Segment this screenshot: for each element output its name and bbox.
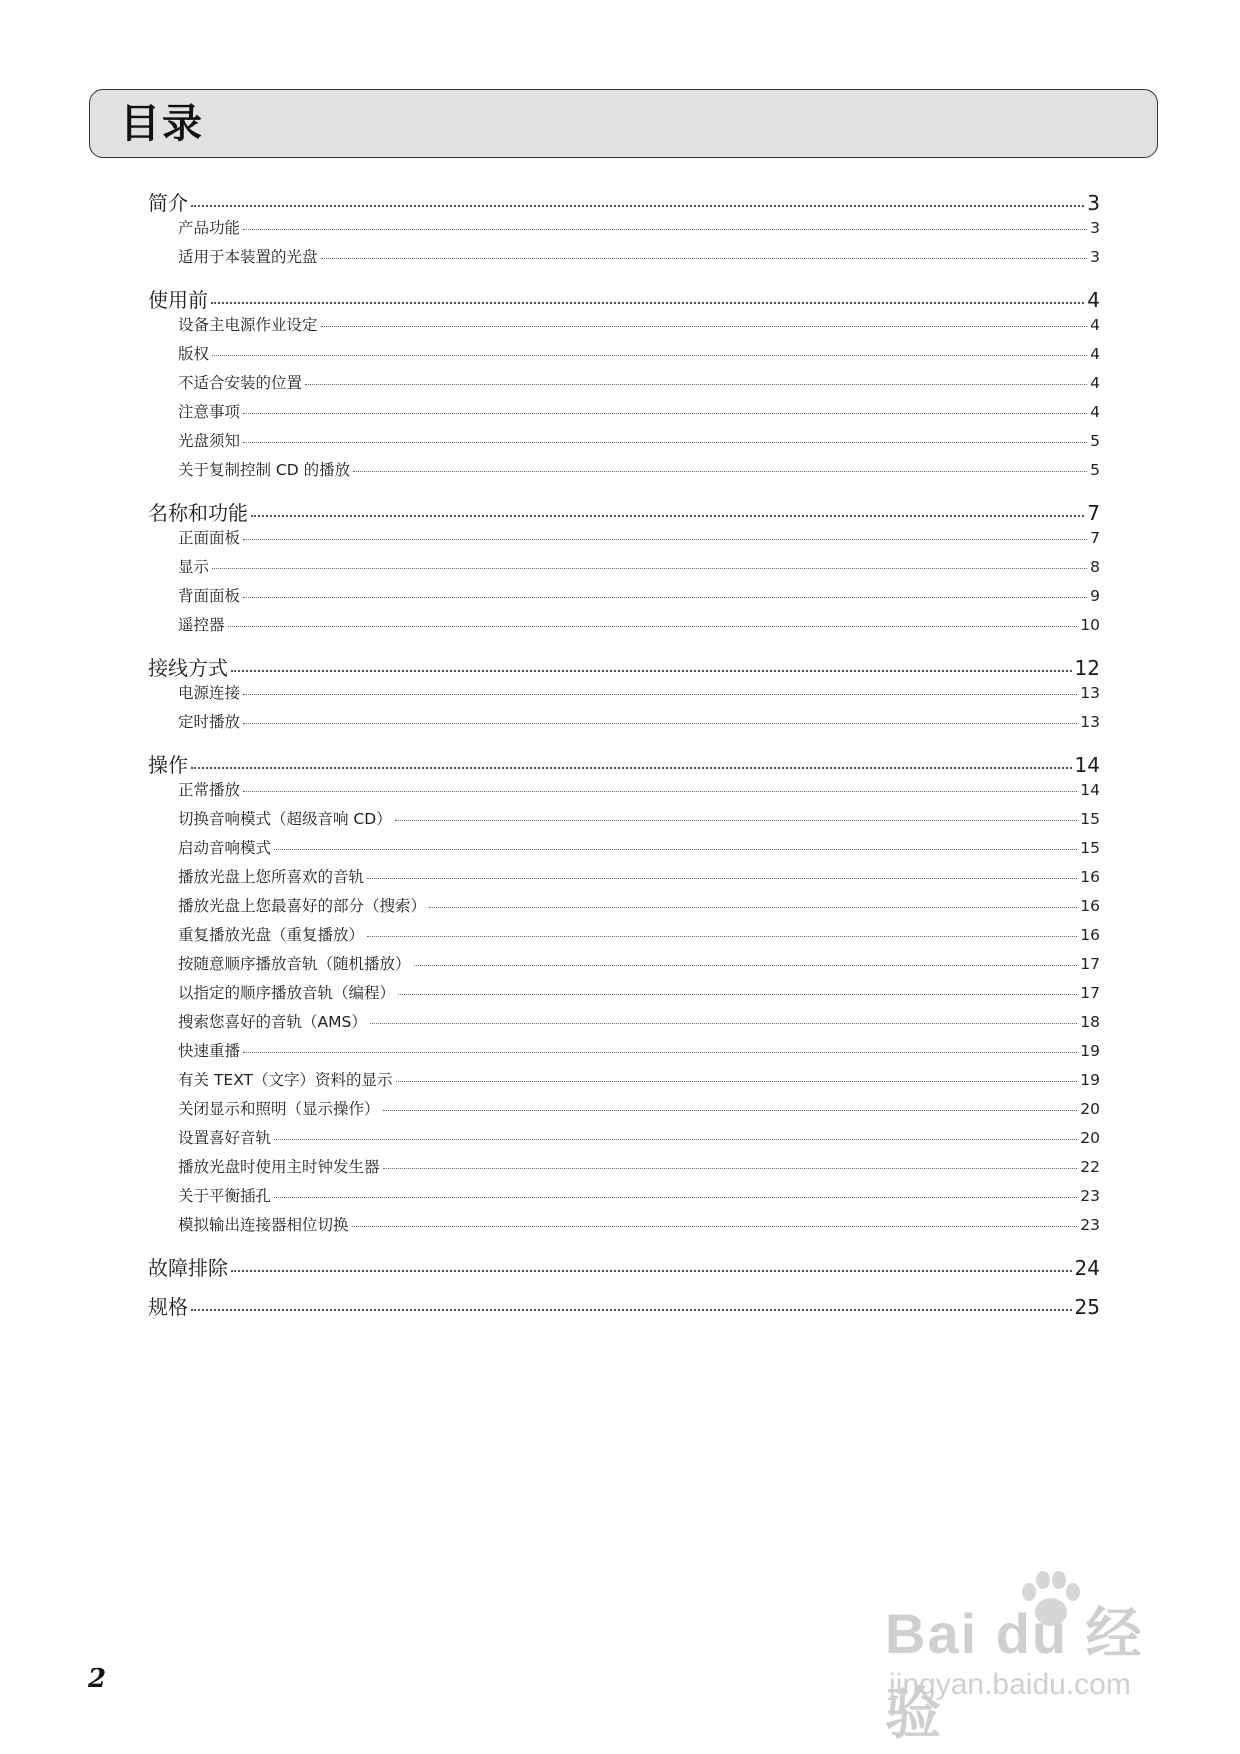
toc-section-page: 24 bbox=[1074, 1256, 1100, 1280]
toc-leader bbox=[228, 625, 1078, 627]
toc-subentry-page: 4 bbox=[1090, 345, 1100, 363]
toc-subentry-title: 关于平衡插孔 bbox=[178, 1187, 272, 1205]
toc-section[interactable] bbox=[148, 497, 1100, 526]
toc-subentry-title: 定时播放 bbox=[178, 713, 241, 731]
toc-subentry-title: 正面面板 bbox=[178, 529, 241, 547]
toc-subentry-title: 有关 TEXT（文字）资料的显示 bbox=[178, 1071, 393, 1089]
toc-leader bbox=[353, 470, 1087, 472]
toc-subentry[interactable] bbox=[178, 371, 1100, 400]
toc-leader bbox=[383, 1167, 1078, 1169]
toc-leader bbox=[395, 819, 1078, 821]
toc-subentry-page: 3 bbox=[1090, 219, 1100, 237]
toc-subentry-page: 23 bbox=[1080, 1187, 1100, 1205]
toc-leader bbox=[321, 257, 1088, 259]
toc-subentry-page: 20 bbox=[1080, 1100, 1100, 1118]
toc-subentry-title: 设备主电源作业设定 bbox=[178, 316, 318, 334]
toc-subentry-page: 5 bbox=[1090, 461, 1100, 479]
toc-section[interactable] bbox=[148, 749, 1100, 778]
toc-subentry[interactable] bbox=[178, 1010, 1100, 1039]
toc-leader bbox=[367, 877, 1077, 879]
toc-leader bbox=[414, 964, 1078, 966]
toc-leader bbox=[274, 1196, 1077, 1198]
toc-subentry[interactable] bbox=[178, 923, 1100, 952]
toc-subentry-title: 注意事项 bbox=[178, 403, 241, 421]
toc-subentry[interactable] bbox=[178, 778, 1100, 807]
toc-leader bbox=[398, 993, 1077, 995]
toc-subentry-title: 启动音响模式 bbox=[178, 839, 272, 857]
toc-subentry-page: 17 bbox=[1080, 955, 1100, 973]
toc-section[interactable] bbox=[148, 1291, 1100, 1320]
toc-section-title: 接线方式 bbox=[148, 656, 228, 680]
watermark-url: jingyan.baidu.com bbox=[889, 1668, 1131, 1701]
toc-leader bbox=[243, 693, 1077, 695]
toc-subentry[interactable] bbox=[178, 1039, 1100, 1068]
toc-subentry[interactable] bbox=[178, 681, 1100, 710]
toc-leader bbox=[305, 383, 1087, 385]
toc-subentry[interactable] bbox=[178, 342, 1100, 371]
toc-subentry[interactable] bbox=[178, 584, 1100, 613]
toc-leader bbox=[429, 906, 1077, 908]
toc-subentry[interactable] bbox=[178, 1184, 1100, 1213]
toc-leader bbox=[191, 1308, 1072, 1311]
toc-subentry[interactable] bbox=[178, 245, 1100, 274]
toc-subentry[interactable] bbox=[178, 1097, 1100, 1126]
toc-subentry-page: 20 bbox=[1080, 1129, 1100, 1147]
toc-leader bbox=[274, 848, 1077, 850]
toc-subentry[interactable] bbox=[178, 981, 1100, 1010]
toc-subentry-title: 重复播放光盘（重复播放） bbox=[178, 926, 365, 944]
toc-section-title: 简介 bbox=[148, 191, 188, 215]
toc-subentry-page: 4 bbox=[1090, 374, 1100, 392]
toc-subentry-page: 14 bbox=[1080, 781, 1100, 799]
toc-subentry[interactable] bbox=[178, 613, 1100, 642]
toc-leader bbox=[211, 301, 1084, 304]
toc-subentry-title: 播放光盘上您所喜欢的音轨 bbox=[178, 868, 365, 886]
toc-subentry-page: 5 bbox=[1090, 432, 1100, 450]
toc-subentry[interactable] bbox=[178, 952, 1100, 981]
toc-leader bbox=[243, 790, 1077, 792]
toc-subentry[interactable] bbox=[178, 1213, 1100, 1242]
toc-leader bbox=[191, 766, 1072, 769]
toc-subentry-title: 正常播放 bbox=[178, 781, 241, 799]
toc-subentry-title: 背面面板 bbox=[178, 587, 241, 605]
toc-leader bbox=[212, 354, 1087, 356]
toc-section-page: 4 bbox=[1087, 288, 1100, 312]
toc-section-page: 3 bbox=[1087, 191, 1100, 215]
toc-leader bbox=[243, 596, 1087, 598]
toc-subentry-page: 17 bbox=[1080, 984, 1100, 1002]
toc-section-page: 7 bbox=[1087, 501, 1100, 525]
toc-leader bbox=[243, 1051, 1077, 1053]
toc-subentry-title: 版权 bbox=[178, 345, 210, 363]
toc-leader bbox=[243, 538, 1087, 540]
toc-leader bbox=[243, 441, 1087, 443]
toc-subentry-title: 关于复制控制 CD 的播放 bbox=[178, 461, 351, 479]
toc-subentry[interactable] bbox=[178, 400, 1100, 429]
toc-leader bbox=[243, 412, 1087, 414]
toc-leader bbox=[231, 1269, 1072, 1272]
toc-subentry-title: 以指定的顺序播放音轨（编程） bbox=[178, 984, 396, 1002]
toc-subentry-page: 22 bbox=[1080, 1158, 1100, 1176]
toc-subentry-page: 13 bbox=[1080, 684, 1100, 702]
toc-subentry-title: 电源连接 bbox=[178, 684, 241, 702]
toc-section[interactable] bbox=[148, 187, 1100, 216]
toc-leader bbox=[274, 1138, 1077, 1140]
toc-subentry-page: 18 bbox=[1080, 1013, 1100, 1031]
toc-section-title: 规格 bbox=[148, 1295, 188, 1319]
toc-subentry[interactable] bbox=[178, 1126, 1100, 1155]
watermark-logo: Bai du 经验 bbox=[885, 1602, 1144, 1745]
page-title: 目录 bbox=[120, 101, 204, 147]
toc-leader bbox=[321, 325, 1088, 327]
toc-section-title: 名称和功能 bbox=[148, 501, 248, 525]
toc-subentry-page: 16 bbox=[1080, 897, 1100, 915]
toc-subentry-title: 快速重播 bbox=[178, 1042, 241, 1060]
toc-subentry[interactable] bbox=[178, 1068, 1100, 1097]
toc-subentry-title: 设置喜好音轨 bbox=[178, 1129, 272, 1147]
toc-subentry[interactable] bbox=[178, 458, 1100, 487]
toc-subentry[interactable] bbox=[178, 710, 1100, 739]
toc-subentry[interactable] bbox=[178, 313, 1100, 342]
toc-subentry[interactable] bbox=[178, 216, 1100, 245]
toc-subentry-page: 19 bbox=[1080, 1071, 1100, 1089]
toc-subentry-page: 15 bbox=[1080, 839, 1100, 857]
toc-section-title: 使用前 bbox=[148, 288, 208, 312]
toc-section[interactable] bbox=[148, 652, 1100, 681]
toc-section-page: 14 bbox=[1074, 753, 1100, 777]
toc-subentry-title: 播放光盘上您最喜好的部分（搜索） bbox=[178, 897, 427, 915]
watermark bbox=[885, 1570, 1185, 1745]
toc-subentry-title: 遥控器 bbox=[178, 616, 225, 634]
toc-leader bbox=[251, 514, 1084, 517]
toc-subentry-page: 23 bbox=[1080, 1216, 1100, 1234]
toc-subentry-title: 关闭显示和照明（显示操作） bbox=[178, 1100, 380, 1118]
toc-subentry-page: 7 bbox=[1090, 529, 1100, 547]
toc-subentry-title: 播放光盘时使用主时钟发生器 bbox=[178, 1158, 380, 1176]
toc-subentry-title: 光盘须知 bbox=[178, 432, 241, 450]
toc-subentry-page: 9 bbox=[1090, 587, 1100, 605]
page-number: 2 bbox=[88, 1664, 107, 1694]
toc-subentry-title: 模拟输出连接器相位切换 bbox=[178, 1216, 349, 1234]
toc-subentry-title: 切换音响模式（超级音响 CD） bbox=[178, 810, 392, 828]
toc-subentry-page: 16 bbox=[1080, 926, 1100, 944]
toc-section[interactable] bbox=[148, 284, 1100, 313]
toc-subentry-title: 显示 bbox=[178, 558, 210, 576]
toc-leader bbox=[243, 228, 1087, 230]
toc-section-page: 12 bbox=[1074, 656, 1100, 680]
toc-subentry-title: 搜索您喜好的音轨（AMS） bbox=[178, 1013, 367, 1031]
toc-subentry-title: 产品功能 bbox=[178, 219, 241, 237]
toc-section[interactable] bbox=[148, 1252, 1100, 1281]
toc-leader bbox=[370, 1022, 1077, 1024]
title-bar bbox=[89, 89, 1158, 158]
toc-subentry-title: 按随意顺序播放音轨（随机播放） bbox=[178, 955, 411, 973]
toc-leader bbox=[212, 567, 1087, 569]
table-of-contents bbox=[148, 187, 1100, 1320]
toc-subentry[interactable] bbox=[178, 555, 1100, 584]
toc-section-title: 操作 bbox=[148, 753, 188, 777]
toc-subentry-page: 4 bbox=[1090, 403, 1100, 421]
toc-leader bbox=[191, 204, 1084, 207]
toc-subentry-page: 3 bbox=[1090, 248, 1100, 266]
toc-leader bbox=[231, 669, 1072, 672]
toc-leader bbox=[243, 722, 1077, 724]
toc-subentry[interactable] bbox=[178, 526, 1100, 555]
toc-subentry-page: 10 bbox=[1080, 616, 1100, 634]
toc-subentry[interactable] bbox=[178, 894, 1100, 923]
toc-leader bbox=[352, 1225, 1078, 1227]
toc-leader bbox=[383, 1109, 1078, 1111]
toc-section-title: 故障排除 bbox=[148, 1256, 228, 1280]
toc-subentry-title: 不适合安装的位置 bbox=[178, 374, 303, 392]
toc-subentry[interactable] bbox=[178, 429, 1100, 458]
toc-subentry[interactable] bbox=[178, 865, 1100, 894]
toc-subentry-page: 4 bbox=[1090, 316, 1100, 334]
toc-subentry[interactable] bbox=[178, 807, 1100, 836]
toc-subentry[interactable] bbox=[178, 836, 1100, 865]
toc-leader bbox=[367, 935, 1077, 937]
toc-section-page: 25 bbox=[1074, 1295, 1100, 1319]
toc-subentry-page: 19 bbox=[1080, 1042, 1100, 1060]
toc-subentry-page: 16 bbox=[1080, 868, 1100, 886]
toc-subentry-title: 适用于本装置的光盘 bbox=[178, 248, 318, 266]
toc-leader bbox=[396, 1080, 1078, 1082]
toc-subentry-page: 13 bbox=[1080, 713, 1100, 731]
toc-subentry-page: 15 bbox=[1080, 810, 1100, 828]
toc-subentry-page: 8 bbox=[1090, 558, 1100, 576]
toc-subentry[interactable] bbox=[178, 1155, 1100, 1184]
